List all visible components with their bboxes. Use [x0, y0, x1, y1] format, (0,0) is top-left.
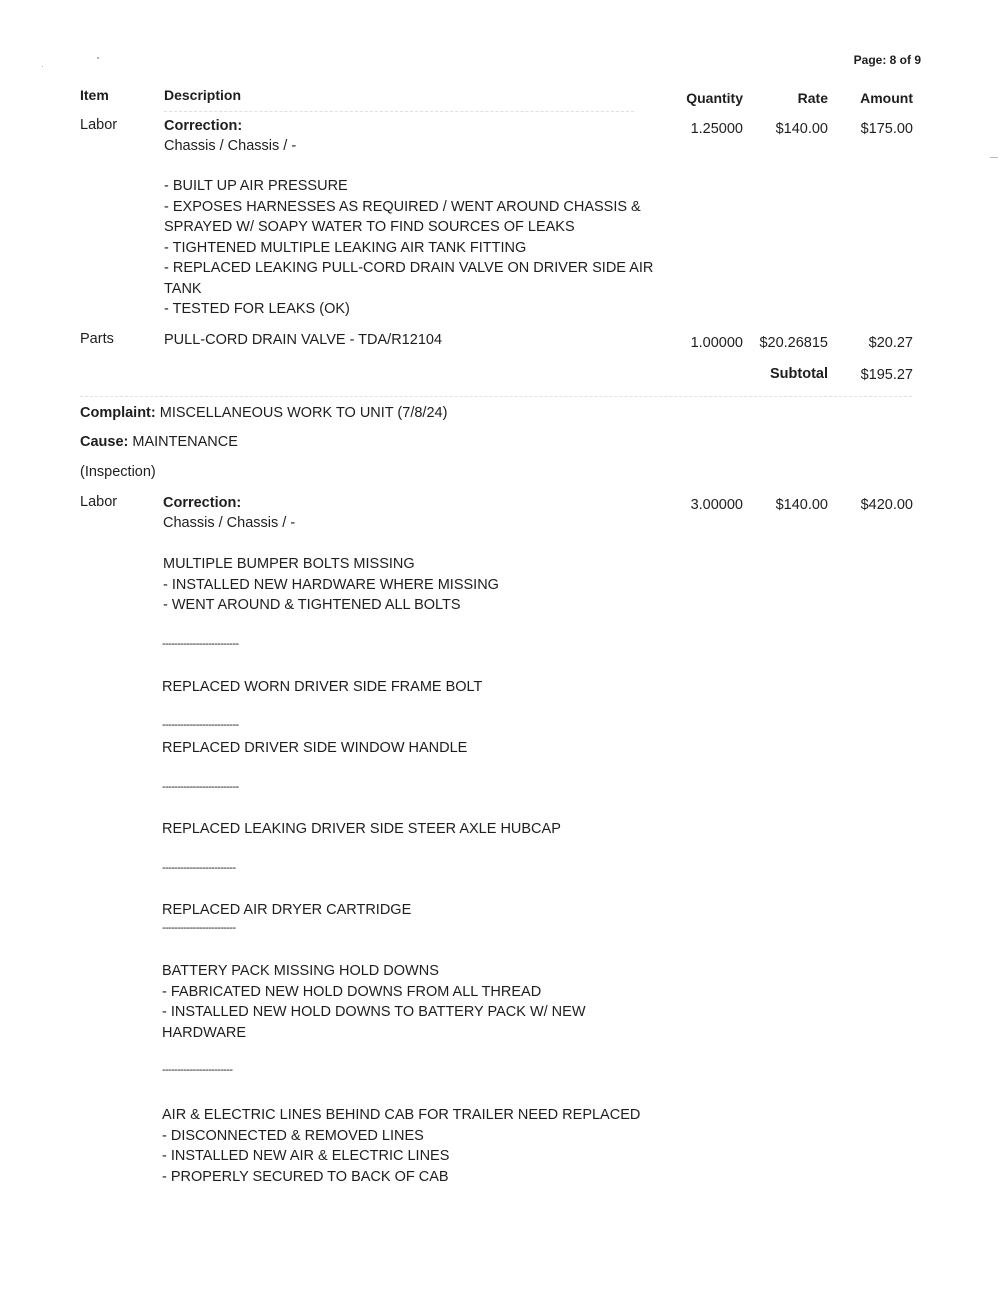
header-quantity: Quantity — [686, 90, 743, 106]
line2-block7 — [162, 1105, 640, 1187]
parts-rate: $20.26815 — [759, 335, 828, 351]
subtotal-amount: $195.27 — [860, 367, 913, 383]
line1-subtitle: Chassis / Chassis / - — [164, 138, 297, 154]
cause — [80, 434, 238, 450]
scan-speck — [990, 157, 998, 158]
line2-block1 — [163, 554, 499, 616]
complaint — [80, 405, 447, 421]
note-line: BATTERY PACK MISSING HOLD DOWNS — [162, 963, 439, 979]
note-line: - PROPERLY SECURED TO BACK OF CAB — [162, 1168, 449, 1185]
complaint-label: Complaint: — [80, 405, 156, 421]
cause-label: Cause: — [80, 434, 129, 450]
separator: ------------------------ — [162, 862, 236, 874]
note-line: - WENT AROUND & TIGHTENED ALL BOLTS — [163, 597, 461, 613]
line2-quantity: 3.00000 — [690, 497, 743, 513]
line2-block6 — [162, 961, 586, 1043]
scan-speck — [42, 66, 43, 67]
page-number: Page: 8 of 9 — [853, 53, 921, 67]
header-description: Description — [164, 87, 242, 103]
line1-item: Labor — [80, 117, 118, 133]
cause-text: MAINTENANCE — [132, 434, 238, 450]
separator: ------------------------- — [162, 638, 239, 650]
line2-subtitle: Chassis / Chassis / - — [163, 515, 296, 531]
complaint-text: MISCELLANEOUS WORK TO UNIT (7/8/24) — [159, 405, 448, 421]
line1-notes — [164, 176, 653, 320]
section-divider — [80, 396, 912, 397]
header-divider — [164, 111, 634, 112]
line1-title: Correction: — [164, 118, 243, 134]
header-item: Item — [80, 87, 109, 103]
note-line: - EXPOSES HARNESSES AS REQUIRED / WENT AROUND CHASSIS & — [164, 198, 641, 215]
line2-title: Correction: — [163, 495, 242, 511]
note-line: SPRAYED W/ SOAPY WATER TO FIND SOURCES OF LEAKS — [164, 219, 575, 235]
note-line: - REPLACED LEAKING PULL-CORD DRAIN VALVE ON DRIVER SIDE AIR — [164, 260, 654, 276]
separator: ------------------------- — [162, 781, 239, 793]
note-line: - DISCONNECTED & REMOVED LINES — [162, 1127, 424, 1144]
note-line: - FABRICATED NEW HOLD DOWNS FROM ALL THREAD — [162, 983, 542, 1000]
separator: ------------------------ — [162, 922, 236, 934]
parts-amount: $20.27 — [868, 335, 913, 351]
scan-speck — [97, 57, 99, 59]
header-rate: Rate — [797, 90, 828, 106]
note-line: REPLACED DRIVER SIDE WINDOW HANDLE — [162, 740, 468, 756]
note-line: - TESTED FOR LEAKS (OK) — [164, 301, 350, 317]
parts-item: Parts — [80, 331, 114, 347]
subtotal-label: Subtotal — [770, 366, 828, 382]
note-line: REPLACED AIR DRYER CARTRIDGE — [162, 902, 412, 918]
line2-item: Labor — [80, 494, 118, 510]
note-line: - INSTALLED NEW HOLD DOWNS TO BATTERY PACK W/ NEW — [162, 1004, 586, 1020]
note-line: TANK — [164, 280, 202, 297]
note-line: AIR & ELECTRIC LINES BEHIND CAB FOR TRAILER NEED REPLACED — [162, 1107, 641, 1123]
separator: ------------------------- — [162, 719, 239, 731]
parts-description: PULL-CORD DRAIN VALVE - TDA/R12104 — [164, 332, 443, 348]
inspection-note: (Inspection) — [80, 464, 156, 480]
note-line: - INSTALLED NEW HARDWARE WHERE MISSING — [163, 576, 499, 593]
note-line: REPLACED LEAKING DRIVER SIDE STEER AXLE HUBCAP — [162, 821, 561, 837]
line1-quantity: 1.25000 — [690, 121, 743, 137]
line2-amount: $420.00 — [860, 497, 913, 513]
line2-rate: $140.00 — [775, 497, 828, 513]
header-amount: Amount — [860, 90, 913, 106]
note-line: MULTIPLE BUMPER BOLTS MISSING — [163, 556, 415, 572]
note-line: - TIGHTENED MULTIPLE LEAKING AIR TANK FITTING — [164, 239, 527, 256]
separator: ----------------------- — [162, 1064, 233, 1076]
note-line: - BUILT UP AIR PRESSURE — [164, 178, 348, 194]
parts-quantity: 1.00000 — [690, 335, 743, 351]
note-line: REPLACED WORN DRIVER SIDE FRAME BOLT — [162, 679, 483, 695]
note-line: - INSTALLED NEW AIR & ELECTRIC LINES — [162, 1148, 450, 1164]
line1-rate: $140.00 — [775, 121, 828, 137]
note-line: HARDWARE — [162, 1024, 247, 1041]
line1-amount: $175.00 — [860, 121, 913, 137]
